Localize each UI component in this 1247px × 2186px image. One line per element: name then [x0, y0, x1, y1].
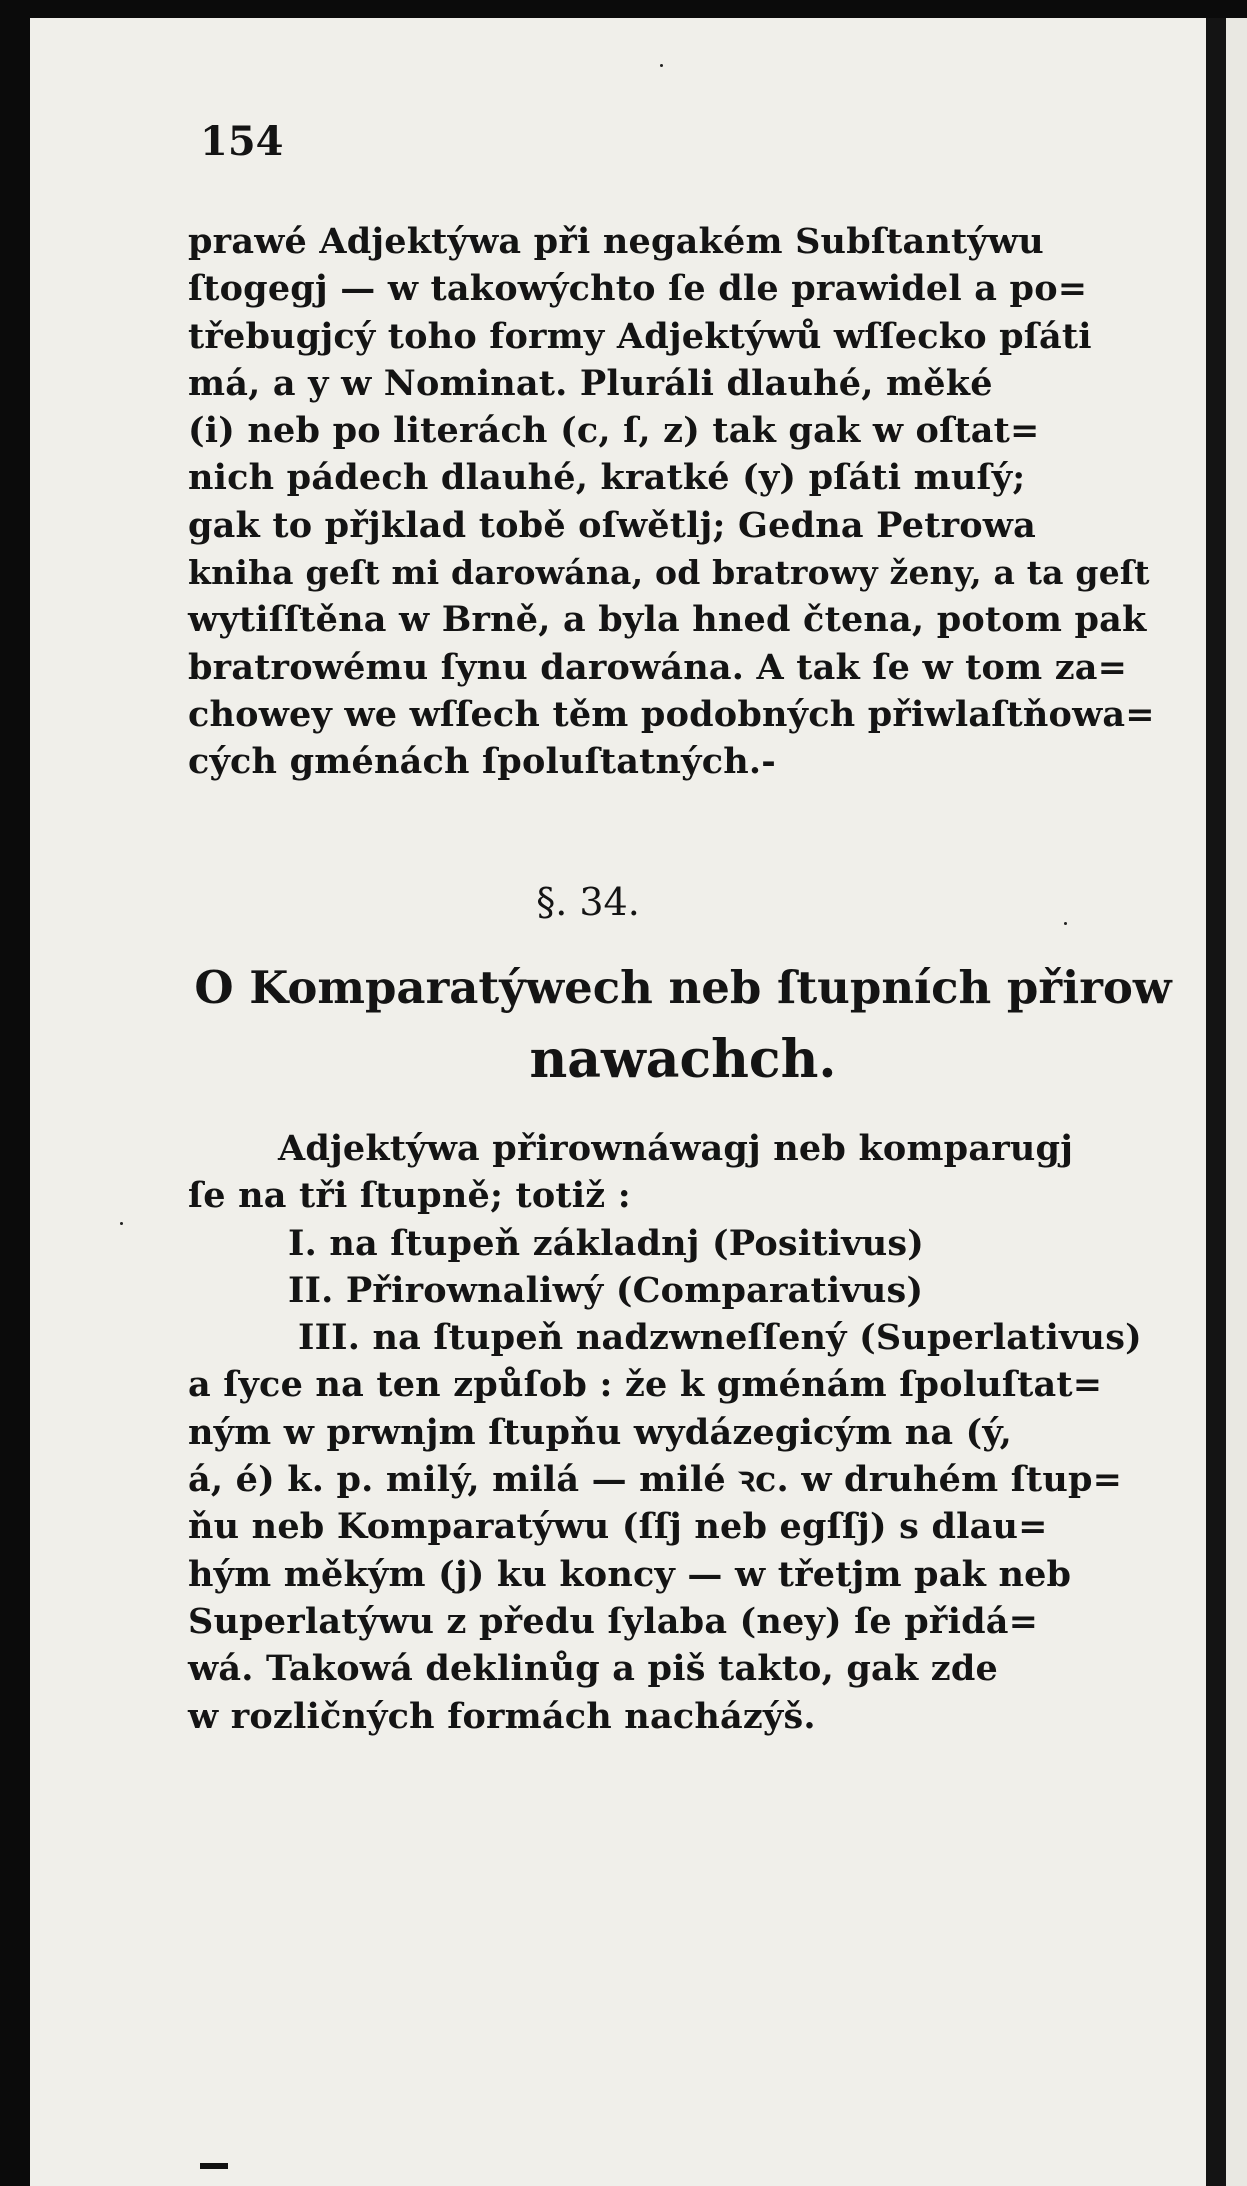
text-line: cých gménách ſpoluſtatných.-: [188, 741, 776, 783]
facing-page-edge: [1226, 18, 1247, 2186]
text-line: nich pádech dlauhé, kratké (y) pſáti muſý;: [188, 457, 1026, 499]
text-line: wytiſſtěna w Brně, a byla hned čtena, potom pak: [188, 599, 1147, 641]
text-line: wá. Takowá deklinůg a piš takto, gak zde: [188, 1648, 998, 1690]
list-item: II. Přirownaliwý (Comparativus): [288, 1269, 924, 1311]
text-line: Superlatýwu z předu ſylaba (ney) ſe přidá=: [188, 1600, 1039, 1642]
section-title: [188, 952, 1178, 1096]
text-line: ſe na tři ſtupně; totiž :: [188, 1175, 631, 1217]
text-line: hým měkým (j) ku koncy — w třetjm pak neb: [188, 1553, 1072, 1595]
text-line: Adjektýwa přirownáwagj neb komparugj: [278, 1128, 1074, 1169]
section-number: §. 34.: [536, 880, 640, 924]
paper-speck: [1064, 922, 1067, 925]
page-edge-mark: [200, 2163, 228, 2169]
paper-speck: [660, 64, 663, 67]
text-line: (i) neb po literách (c, ſ, z) tak gak w oſtat=: [188, 410, 1040, 452]
text-line: ným w prwnjm ſtupňu wydázegicým na (ý,: [188, 1411, 1012, 1453]
text-line: gak to přjklad tobě oſwětlj; Gedna Petrowa: [188, 504, 1036, 546]
text-line: ſtogegj — w takowýchto ſe dle prawidel a po=: [188, 268, 1088, 310]
list-item: I. na ſtupeň základnj (Positivus): [288, 1222, 925, 1264]
section-title-line: O Komparatýwech neb ſtupních přirow: [194, 961, 1172, 1014]
paragraph-1: [188, 218, 1168, 786]
text-line: chowey we wſſech těm podobných přiwlaſtňowa=: [188, 693, 1155, 735]
text-line: w rozličných formách nacházýš.: [188, 1695, 816, 1737]
text-line: a ſyce na ten způſob : že k gménám ſpoluſtat=: [188, 1364, 1103, 1406]
text-line: má, a y w Nominat. Pluráli dlauhé, měké: [188, 362, 993, 404]
text-line: kniha geſt mi darowána, od bratrowy ženy, a ta geſt: [188, 553, 1150, 593]
page-number: 154: [200, 118, 284, 165]
text-line: třebugjcý toho formy Adjektýwů wſſecko pſáti: [188, 315, 1092, 357]
text-line: ňu neb Komparatýwu (ſſj neb egſſj) s dlau=: [188, 1506, 1048, 1548]
list-item: III. na ſtupeň nadzwneſſený (Superlativus): [298, 1317, 1142, 1359]
section-title-line: nawachch.: [529, 1029, 837, 1090]
text-line: á, é) k. p. milý, milá — milé ꝛc. w druhém ſtup=: [188, 1459, 1123, 1501]
text-line: prawé Adjektýwa při negakém Subſtantýwu: [188, 221, 1044, 262]
paper-speck: [120, 1222, 123, 1225]
paragraph-2: [188, 1125, 1168, 1740]
text-line: bratrowému ſynu darowána. A tak ſe w tom za=: [188, 646, 1128, 688]
